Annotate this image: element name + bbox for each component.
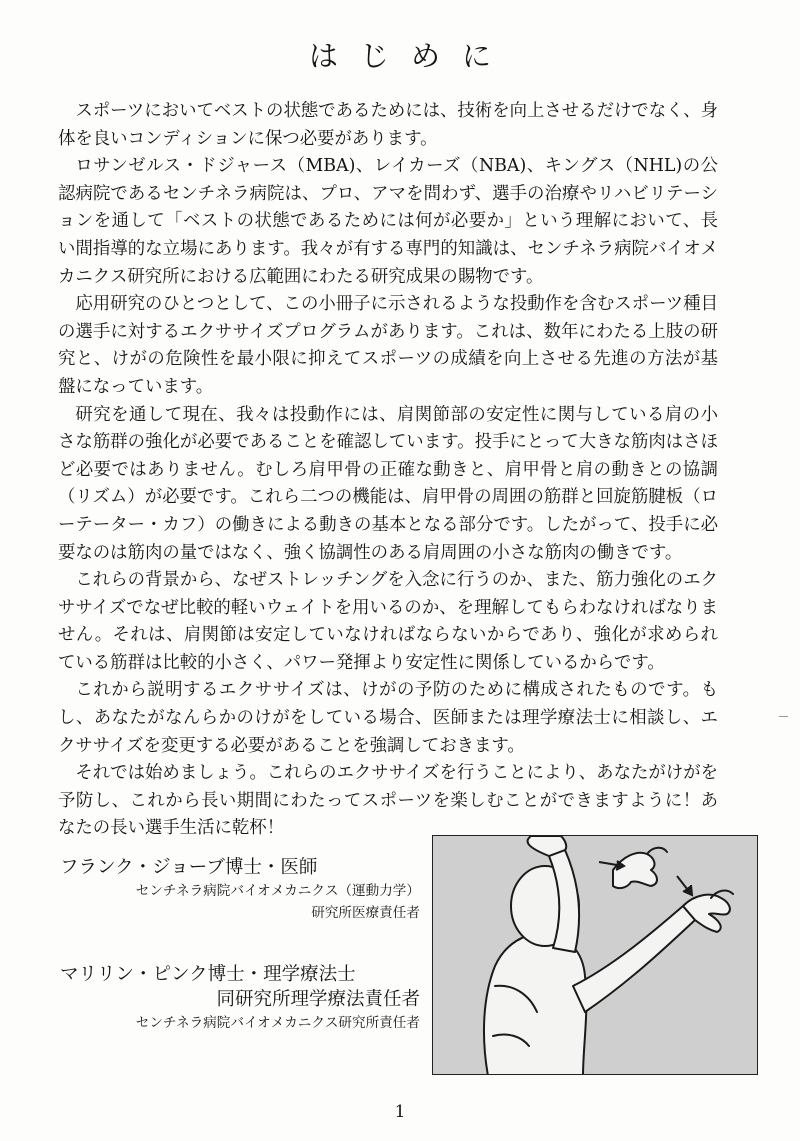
paragraph-2: ロサンゼルス・ドジャース（MBA)、レイカーズ（NBA)、キングス（NHL)の公認病院であるセンチネラ病院は、プロ、アマを問わず、選手の治療やリハビリテーションを通して「ベストの状態であるためには何が必要か」という理解において、長い間指導的な立場にあります。我々が有する専門的知識は、センチネラ病院バイオメカニクス研究所における広範囲にわたる研究成果の賜物です。	[58, 156, 718, 287]
author-title: 同研究所理学療法責任者	[216, 989, 420, 1010]
page-title: はじめに	[308, 39, 513, 73]
introduction-body	[58, 98, 718, 843]
paragraph-7: それでは始めましょう。これらのエクササイズを行うことにより、あなたがけがを予防し、これから長い期間にわたってスポーツを楽しむことができますように！あなたの長い選手生活に乾杯！	[58, 763, 718, 839]
paragraph-1: スポーツにおいてベストの状態であるためには、技術を向上させるだけでなく、身体を良いコンディションに保つ必要があります。	[58, 101, 718, 149]
paragraph-4: 研究を通して現在、我々は投動作には、肩関節部の安定性に関与している肩の小さな筋群の強化が必要であることを確認しています。投手にとって大きな筋肉はさほど必要ではありません。むしろ肩甲骨の正確な動きと、肩甲骨と肩の動きとの協調（リズム）が必要です。これら二つの機能は、肩甲骨の周囲の筋群と回旋筋腱板（ローテーター・カフ）の働きによる動きの基本となる部分です。したがって、投手に必要なのは筋肉の量ではなく、強く協調性のある肩周囲の小さな筋肉の働きです。	[58, 404, 718, 563]
author-affiliation: 研究所医療責任者	[311, 905, 420, 921]
page-number: 1	[394, 1102, 406, 1122]
paragraph-6: これから説明するエクササイズは、けがの予防のために構成されたものです。もし、あなたがなんらかのけがをしている場合、医師または理学療法士に相談し、エクササイズを変更する必要があることを強調しておきます。	[58, 680, 718, 756]
paragraph-5: これらの背景から、なぜストレッチングを入念に行うのか、また、筋力強化のエクササイズでなぜ比較的軽いウェイトを用いるのか、を理解してもらわなければなりません。それは、肩関節は安定していなければならないからであり、強化が求められている筋群は比較的小さく、パワー発揮より安定性に関係しているからです。	[58, 570, 718, 673]
paragraph-3: 応用研究のひとつとして、この小冊子に示されるような投動作を含むスポーツ種目の選手に対するエクササイズプログラムがあります。これは、数年にわたる上肢の研究と、けがの危険性を最小限に抑えてスポーツの成績を向上させる先進の方法が基盤になっています。	[58, 294, 718, 397]
author-affiliation: センチネラ病院バイオメカニクス（運動力学）	[135, 883, 420, 899]
author-name: マリリン・ピンク博士・理学療法士	[60, 964, 356, 985]
author-pink	[60, 962, 420, 1034]
shoulder-stretch-illustration	[432, 835, 758, 1075]
author-name: フランク・ジョーブ博士・医師	[60, 857, 318, 878]
athlete-stretch-drawing	[433, 836, 758, 1075]
margin-mark	[779, 716, 788, 717]
author-affiliation: センチネラ病院バイオメカニクス研究所責任者	[135, 1015, 420, 1031]
author-jobe	[60, 855, 420, 924]
